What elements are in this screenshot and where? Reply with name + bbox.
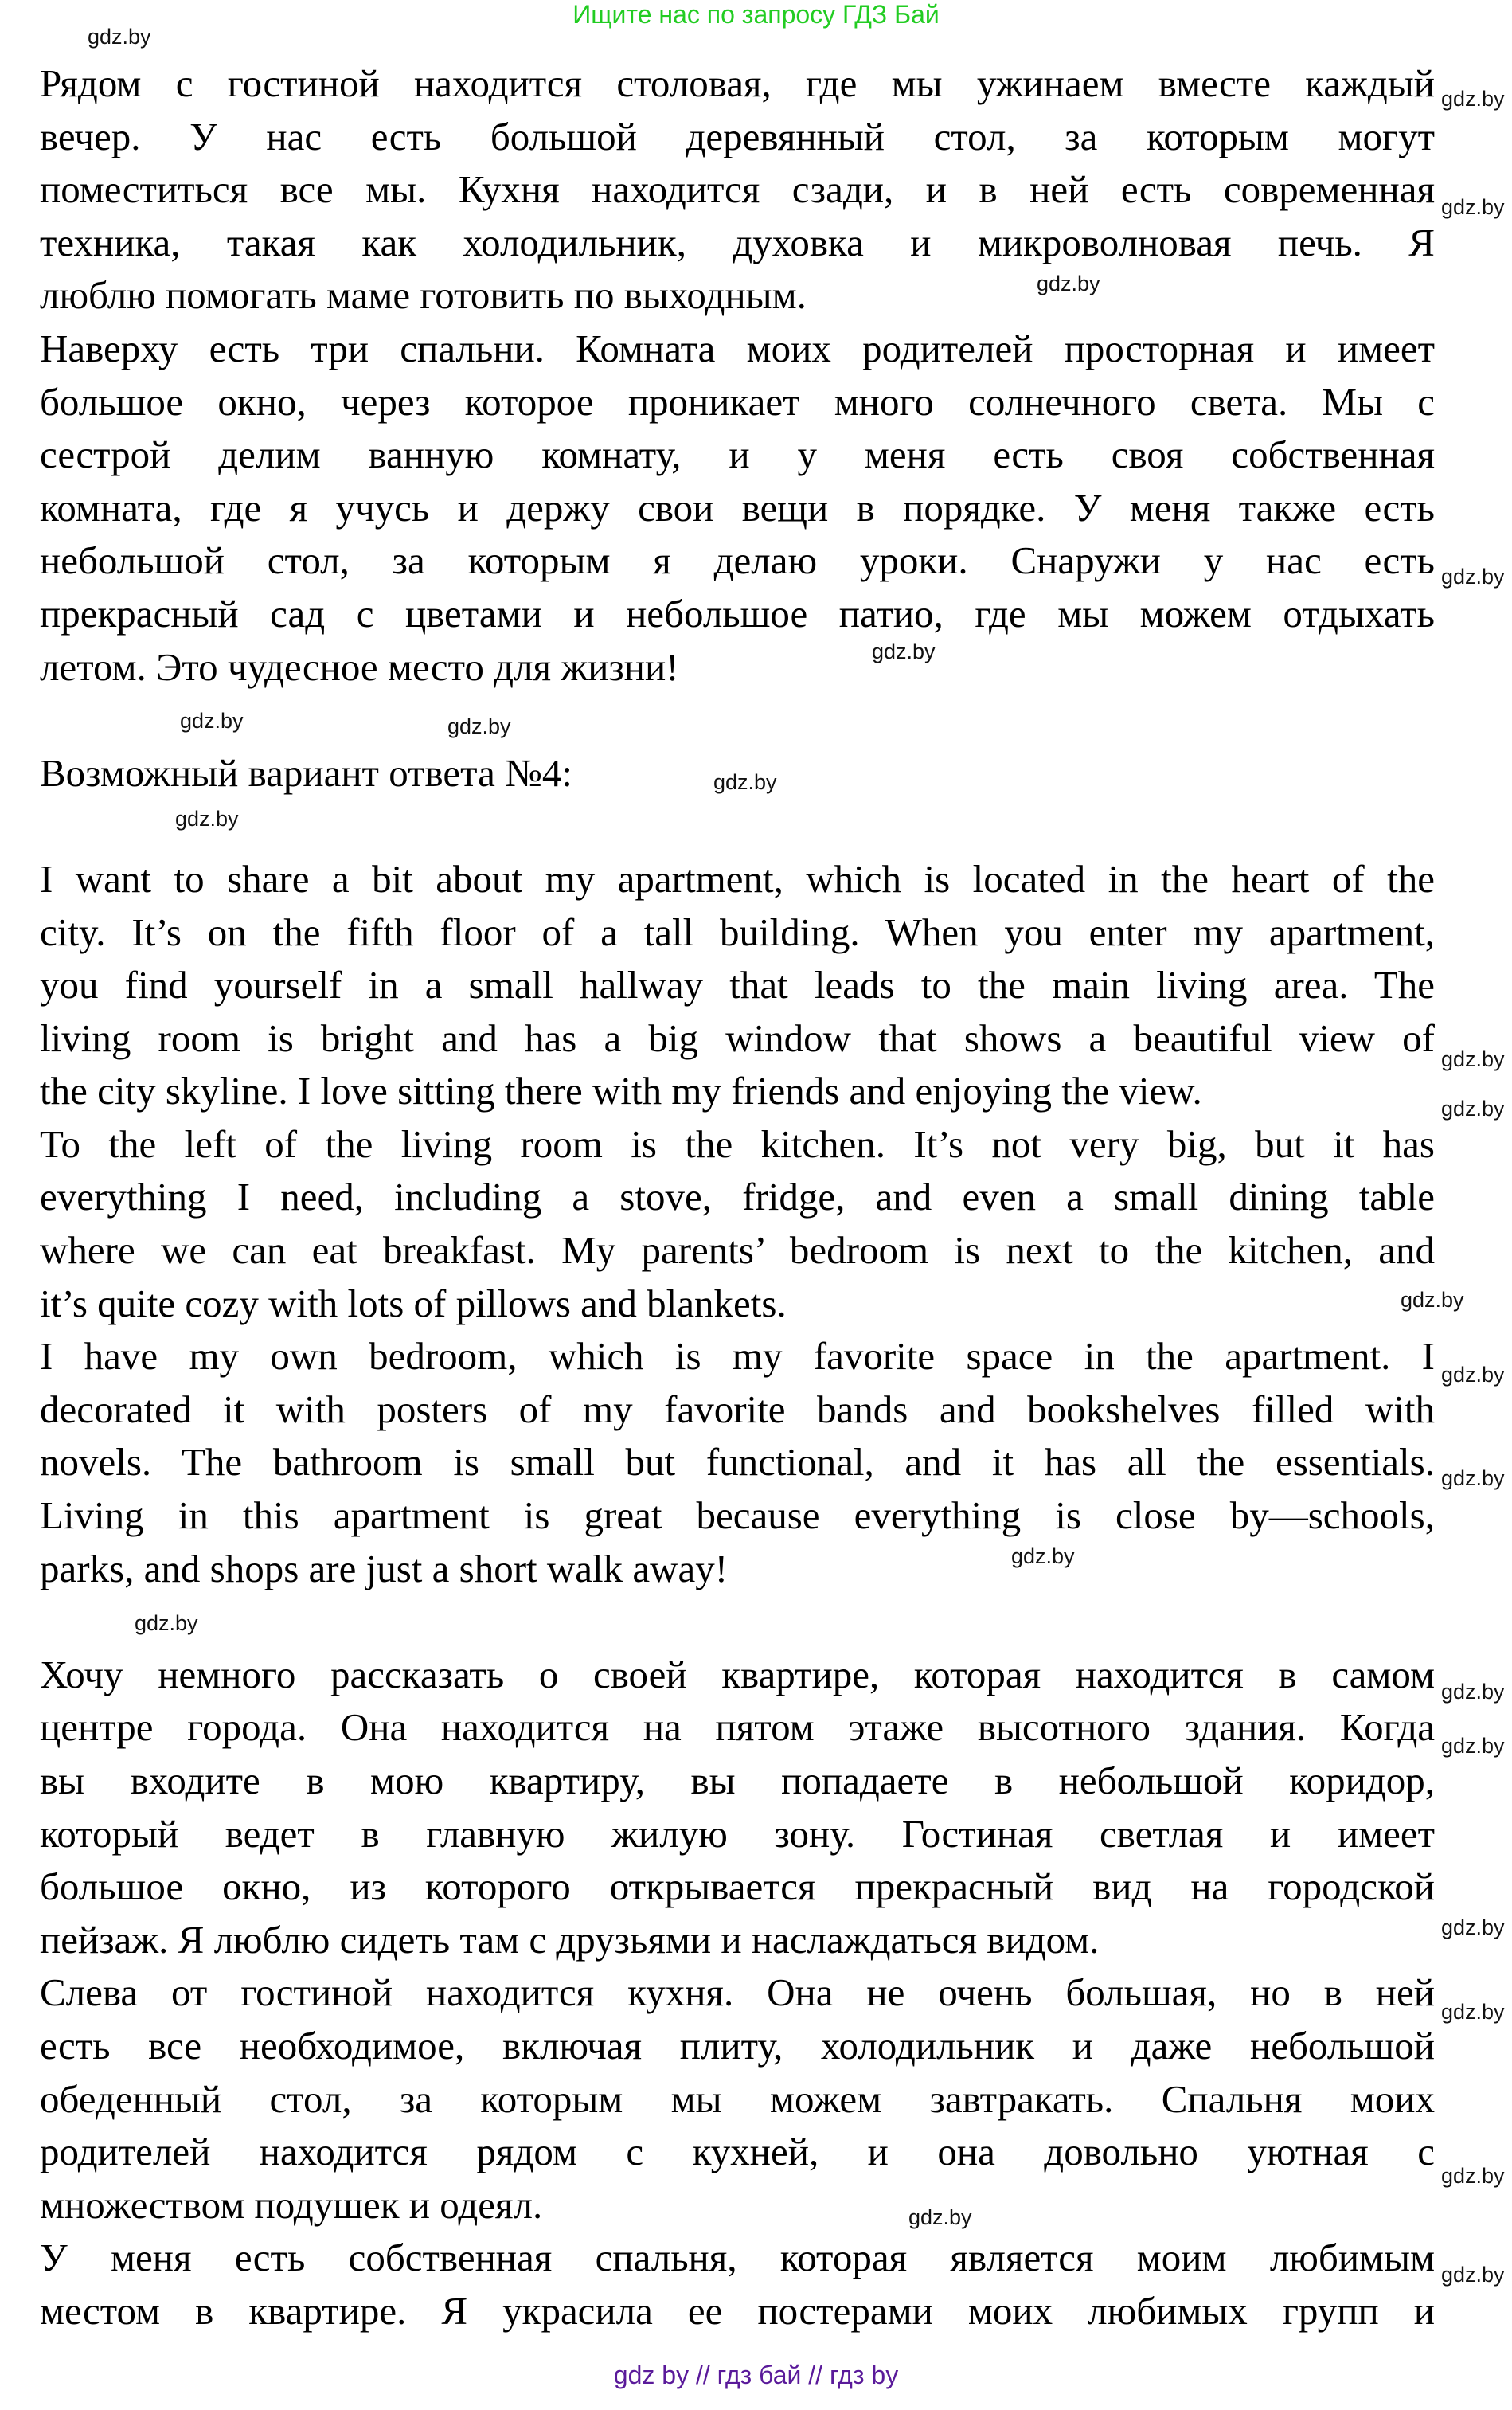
text-line <box>40 376 1435 429</box>
text-line-content: I have my own bedroom, which is my favorite space in the apartment. I <box>40 1334 1435 1379</box>
text-line <box>40 641 1435 694</box>
text-line <box>40 2126 1435 2179</box>
text-line-content: небольшой стол, за которым я делаю уроки. Снаружи у нас есть <box>40 538 1435 583</box>
watermark-text: gdz.by <box>180 709 244 733</box>
section-gap <box>40 800 1435 853</box>
paragraph <box>40 1118 1435 1330</box>
text-line-content: родителей находится рядом с кухней, и она довольно уютная с <box>40 2130 1435 2174</box>
watermark-text: gdz.by <box>1441 1915 1505 1939</box>
text-line <box>40 1012 1435 1066</box>
text-line-content: Рядом с гостиной находится столовая, где мы ужинаем вместе каждый <box>40 61 1435 105</box>
text-line <box>40 1171 1435 1224</box>
text-line <box>40 163 1435 217</box>
paragraph <box>40 2232 1435 2338</box>
paragraph <box>40 1966 1435 2232</box>
text-line <box>40 482 1435 535</box>
text-line <box>40 1277 1435 1331</box>
text-line-content: decorated it with posters of my favorite bands and bookshelves filled with <box>40 1387 1435 1431</box>
text-line-content: Хочу немного рассказать о своей квартире, которая находится в самом <box>40 1652 1435 1696</box>
text-line-content: I want to share a bit about my apartment, which is located in the heart of the <box>40 856 1435 901</box>
text-line-content: Наверху есть три спальни. Комната моих родителей просторная и имеет <box>40 326 1435 370</box>
watermark-text: gdz.by <box>1441 2000 1505 2024</box>
text-line-content: местом в квартире. Я украсила ее постерами моих любимых групп и <box>40 2288 1435 2333</box>
watermark-text: gdz.by <box>1401 1288 1464 1312</box>
text-line <box>40 2285 1435 2338</box>
text-line <box>40 1808 1435 1861</box>
watermark-text: gdz.by <box>1441 2164 1505 2188</box>
watermark-text: gdz.by <box>1441 565 1505 589</box>
text-line-content: есть все необходимое, включая плиту, холодильник и даже небольшой <box>40 2023 1435 2068</box>
watermark-text: gdz.by <box>872 640 936 663</box>
text-line-content: прекрасный сад с цветами и небольшое патио, где мы можем отдыхать <box>40 591 1435 636</box>
text-line <box>40 57 1435 111</box>
text-line-content: вечер. У нас есть большой деревянный стол, за которым могут <box>40 114 1435 158</box>
watermark-text: gdz.by <box>88 25 151 49</box>
text-line <box>40 1436 1435 1489</box>
watermark-text: gdz.by <box>1441 1466 1505 1490</box>
text-line-content: where we can eat breakfast. My parents’ bedroom is next to the kitchen, and <box>40 1228 1435 1273</box>
paragraph <box>40 323 1435 694</box>
text-line <box>40 1383 1435 1437</box>
text-line <box>40 534 1435 588</box>
text-line <box>40 959 1435 1012</box>
text-line <box>40 323 1435 376</box>
text-line <box>40 428 1435 482</box>
watermark-text: gdz.by <box>1011 1544 1075 1568</box>
watermark-text: gdz.by <box>135 1611 198 1635</box>
text-line <box>40 1860 1435 1914</box>
text-line <box>40 1649 1435 1702</box>
text-line-content: обеденный стол, за которым мы можем завтракать. Спальня моих <box>40 2076 1435 2121</box>
paragraph <box>40 853 1435 1118</box>
text-line <box>40 269 1435 323</box>
text-line-content: novels. The bathroom is small but functional, and it has all the essentials. <box>40 1440 1435 1485</box>
watermark-text: gdz.by <box>1441 1734 1505 1758</box>
text-line <box>40 2020 1435 2073</box>
watermark-text: gdz.by <box>1441 195 1505 219</box>
watermark-text: gdz.by <box>1441 1680 1505 1704</box>
text-line <box>40 1065 1435 1118</box>
text-line-content: living room is bright and has a big window that shows a beautiful view of <box>40 1015 1435 1060</box>
text-line-content: the city skyline. I love sitting there with my friends and enjoying the view. <box>40 1069 1202 1113</box>
text-line <box>40 2179 1435 2232</box>
text-line-content: летом. Это чудесное место для жизни! <box>40 644 679 689</box>
paragraph <box>40 57 1435 323</box>
text-line-content: У меня есть собственная спальня, которая является моим любимым <box>40 2236 1435 2280</box>
text-line <box>40 217 1435 270</box>
watermark-text: gdz.by <box>1441 2263 1505 2287</box>
text-line-content: люблю помогать маме готовить по выходным. <box>40 273 807 318</box>
site-footer: gdz by // гдз бай // гдз by <box>613 2361 899 2389</box>
text-line-content: city. It’s on the fifth floor of a tall building. When you enter my apartment, <box>40 910 1435 954</box>
text-line-content: To the left of the living room is the kitchen. It’s not very big, but it has <box>40 1121 1435 1166</box>
text-line-content: Living in this apartment is great because everything is close by—schools, <box>40 1493 1435 1538</box>
text-line <box>40 2232 1435 2285</box>
text-line <box>40 1543 1435 1596</box>
text-line <box>40 1224 1435 1277</box>
watermark-text: gdz.by <box>1441 1047 1505 1071</box>
text-line-content: большое окно, через которое проникает много солнечного света. Мы с <box>40 379 1435 424</box>
watermark-text: gdz.by <box>1441 1363 1505 1387</box>
text-line <box>40 588 1435 641</box>
text-line <box>40 906 1435 960</box>
text-line-content: Возможный вариант ответа №4: <box>40 750 572 795</box>
text-line-content: центре города. Она находится на пятом этаже высотного здания. Когда <box>40 1705 1435 1750</box>
text-line-content: поместиться все мы. Кухня находится сзади, и в ней есть современная <box>40 167 1435 212</box>
text-line-content: большое окно, из которого открывается прекрасный вид на городской <box>40 1864 1435 1909</box>
text-line-content: пейзаж. Я люблю сидеть там с друзьями и наслаждаться видом. <box>40 1917 1100 1962</box>
text-line-content: Слева от гостиной находится кухня. Она не очень большая, но в ней <box>40 1970 1435 2015</box>
text-line-content: техника, такая как холодильник, духовка и микроволновая печь. Я <box>40 220 1435 264</box>
text-line-content: it’s quite cozy with lots of pillows and blankets. <box>40 1281 787 1325</box>
watermark-text: gdz.by <box>1441 87 1505 111</box>
document-body <box>40 57 1435 2338</box>
text-line-content: вы входите в мою квартиру, вы попадаете в небольшой коридор, <box>40 1759 1435 1802</box>
text-line-content: parks, and shops are just a short walk away! <box>40 1546 729 1590</box>
text-line-content: который ведет в главную жилую зону. Гостиная светлая и имеет <box>40 1811 1435 1856</box>
text-line <box>40 1118 1435 1172</box>
section-gap <box>40 694 1435 747</box>
paragraph <box>40 1649 1435 1967</box>
section-gap <box>40 1595 1435 1649</box>
watermark-text: gdz.by <box>1441 1097 1505 1121</box>
site-banner: Ищите нас по запросу ГДЗ Бай <box>572 0 940 29</box>
text-line <box>40 111 1435 164</box>
watermark-text: gdz.by <box>713 770 777 794</box>
text-line-content: множеством подушек и одеял. <box>40 2182 543 2227</box>
text-line-content: комната, где я учусь и держу свои вещи в порядке. У меня также есть <box>40 485 1435 530</box>
watermark-text: gdz.by <box>1037 272 1100 295</box>
text-line <box>40 1914 1435 1967</box>
text-line-content: сестрой делим ванную комнату, и у меня есть своя собственная <box>40 432 1435 477</box>
watermark-text: gdz.by <box>447 714 511 738</box>
paragraph <box>40 1330 1435 1595</box>
text-line <box>40 1966 1435 2020</box>
watermark-text: gdz.by <box>908 2205 972 2229</box>
text-line <box>40 1701 1435 1755</box>
text-line <box>40 2073 1435 2126</box>
text-line <box>40 1755 1435 1808</box>
text-line <box>40 1330 1435 1383</box>
text-line-content: you find yourself in a small hallway that leads to the main living area. The <box>40 963 1435 1007</box>
text-line <box>40 853 1435 906</box>
text-line-content: everything I need, including a stove, fridge, and even a small dining table <box>40 1175 1435 1219</box>
watermark-text: gdz.by <box>175 807 239 831</box>
text-line <box>40 1489 1435 1543</box>
